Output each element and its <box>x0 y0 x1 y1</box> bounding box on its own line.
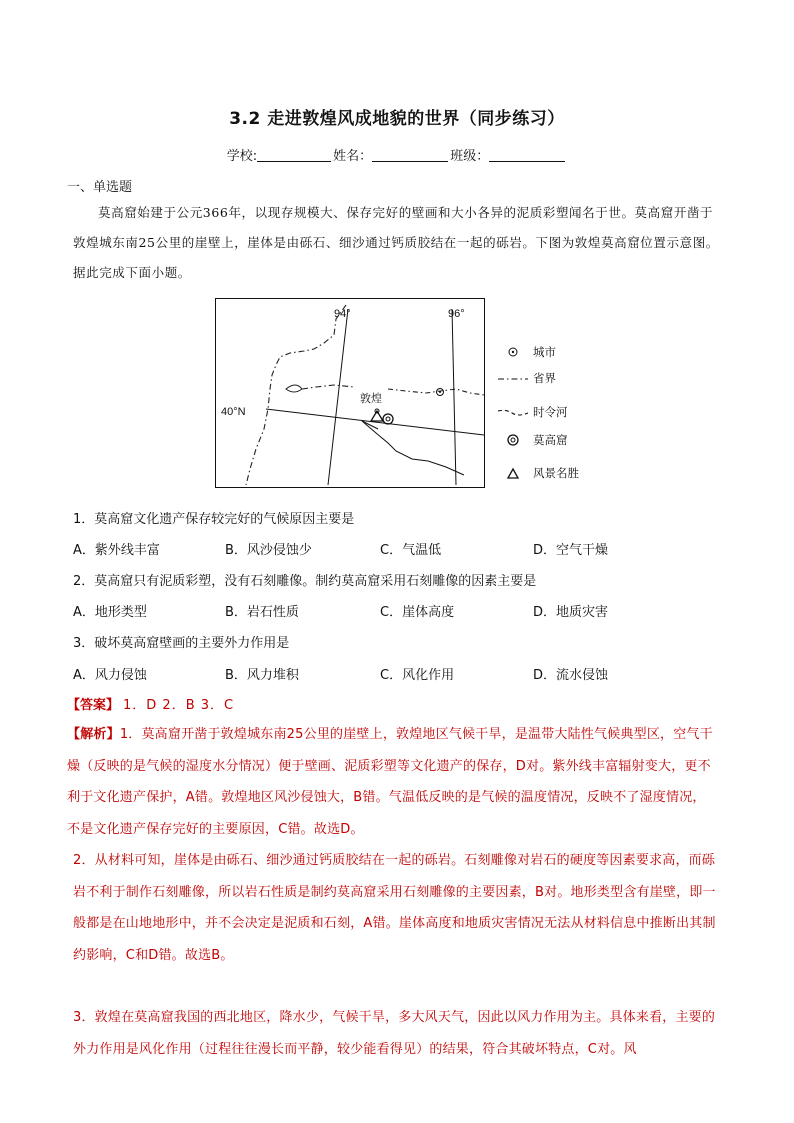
option-1d[interactable]: D．空气干燥 <box>533 543 609 558</box>
option-3a[interactable]: A．风力侵蚀 <box>73 668 147 683</box>
option-3b[interactable]: B．风力堆积 <box>225 668 299 683</box>
analysis-tag: 【解析】 <box>67 727 120 742</box>
legend-border-label: 省界 <box>533 371 556 385</box>
name-label: 姓名： <box>333 149 373 164</box>
legend-row-grotto <box>497 430 568 450</box>
province-border-east <box>302 385 354 389</box>
longitude-96-line <box>452 309 456 485</box>
answer-line <box>67 694 234 713</box>
option-2d[interactable]: D．地质灾害 <box>533 605 609 620</box>
option-1c[interactable]: C．气温低 <box>380 543 442 558</box>
option-1b[interactable]: B．风沙侵蚀少 <box>225 543 312 558</box>
legend-grotto-label: 莫高窟 <box>533 433 568 447</box>
option-3d[interactable]: D．流水侵蚀 <box>533 668 609 683</box>
city-icon <box>497 345 529 359</box>
grotto-legend-icon <box>497 433 529 447</box>
reading-passage: 莫高窟始建于公元366年，以现存规模大、保存完好的壁画和大小各异的泥质彩塑闻名于世。莫高窟开凿于敦煌城东南25公里的崖壁上，崖体是由砾石、细沙通过钙质胶结在一起的砾岩。下图为敦煌莫高窟位置示意图。据此完成下面小题。 <box>73 205 719 280</box>
legend-city-label: 城市 <box>533 345 556 359</box>
legend-row-border <box>497 368 556 388</box>
legend-river-label: 时令河 <box>533 405 568 419</box>
analysis-paragraph-1 <box>67 719 717 845</box>
legend-scenic-label: 风景名胜 <box>533 466 579 480</box>
label-dunhuang: 敦煌 <box>360 392 382 405</box>
question-2-stem: 2．莫高窟只有泥质彩塑，没有石刻雕像。制约莫高窟采用石刻雕像的因素主要是 <box>73 574 537 589</box>
location-map <box>215 298 485 488</box>
answer-value: 1．D 2．B 3．C <box>123 698 235 713</box>
question-2-options <box>73 601 673 621</box>
class-blank[interactable] <box>489 147 565 162</box>
school-blank[interactable] <box>257 147 331 162</box>
province-border-loop <box>286 385 302 392</box>
grotto-icon <box>383 414 393 424</box>
legend-row-river <box>497 402 568 422</box>
class-label: 班级： <box>450 149 490 164</box>
option-2a[interactable]: A．地形类型 <box>73 605 147 620</box>
map-drawing <box>216 299 486 489</box>
analysis-paragraph-2: 2．从材料可知，崖体是由砾石、细沙通过钙质胶结在一起的砾岩。石刻雕像对岩石的硬度等因素要求高，而砾岩不利于制作石刻雕像，所以岩石性质是制约莫高窟采用石刻雕像的主要因素，B对。地形类型含有崖壁，即一般都是在山地地形中，并不会决定是泥质和石刻，A错。崖体高度和地质灾害情况无法从材料信息中推断出其制约影响，C和D错。故选B。 <box>73 853 716 963</box>
latitude-40-line <box>266 409 484 435</box>
question-3-options <box>73 664 673 684</box>
label-lon94: 94° <box>334 308 351 320</box>
legend-row-scenic <box>497 463 579 483</box>
name-blank[interactable] <box>372 147 448 162</box>
legend-row-city <box>497 342 556 362</box>
seasonal-river-icon <box>497 407 529 417</box>
analysis-text-1: 1．莫高窟开凿于敦煌城东南25公里的崖壁上，敦煌地区气候干旱，是温带大陆性气候典型区，空气干燥（反映的是气候的湿度水分情况）便于壁画、泥质彩塑等文化遗产的保存，D对。紫外线丰富辐射变大，更不利于文化遗产保护，A错。敦煌地区风沙侵蚀大，B错。气温低反映的是气候的温度情况，反映不了湿度情况，不是文化遗产保存完好的主要原因，C错。故选D。 <box>67 727 713 837</box>
section-heading: 一、单选题 <box>67 180 133 195</box>
question-3-stem: 3．破坏莫高窟壁画的主要外力作用是 <box>73 636 290 651</box>
analysis-paragraph-3: 3．敦煌在莫高窟我国的西北地区，降水少，气候干旱，多大风天气，因此以风力作用为主。具体来看，主要的外力作用是风化作用（过程往往漫长而平静，较少能看得见）的结果，符合其破坏特点，C对。风 <box>73 1010 716 1057</box>
school-label: 学校: <box>226 149 258 164</box>
map-legend <box>497 340 617 490</box>
answer-tag: 【答案】 <box>67 698 120 713</box>
option-2b[interactable]: B．岩石性质 <box>225 605 299 620</box>
longitude-94-line <box>328 309 348 485</box>
question-1-options <box>73 539 673 559</box>
student-info-line <box>0 145 794 164</box>
option-2c[interactable]: C．崖体高度 <box>380 605 455 620</box>
option-3c[interactable]: C．风化作用 <box>380 668 455 683</box>
question-1-stem: 1．莫高窟文化遗产保存较完好的气候原因主要是 <box>73 512 355 527</box>
border-line-icon <box>497 373 529 383</box>
triangle-icon <box>497 466 529 480</box>
page-title: 3.2 走进敦煌风成地貌的世界（同步练习） <box>229 109 565 129</box>
option-1a[interactable]: A．紫外线丰富 <box>73 543 160 558</box>
label-lon96: 96° <box>448 308 465 320</box>
label-lat40: 40°N <box>221 406 246 418</box>
